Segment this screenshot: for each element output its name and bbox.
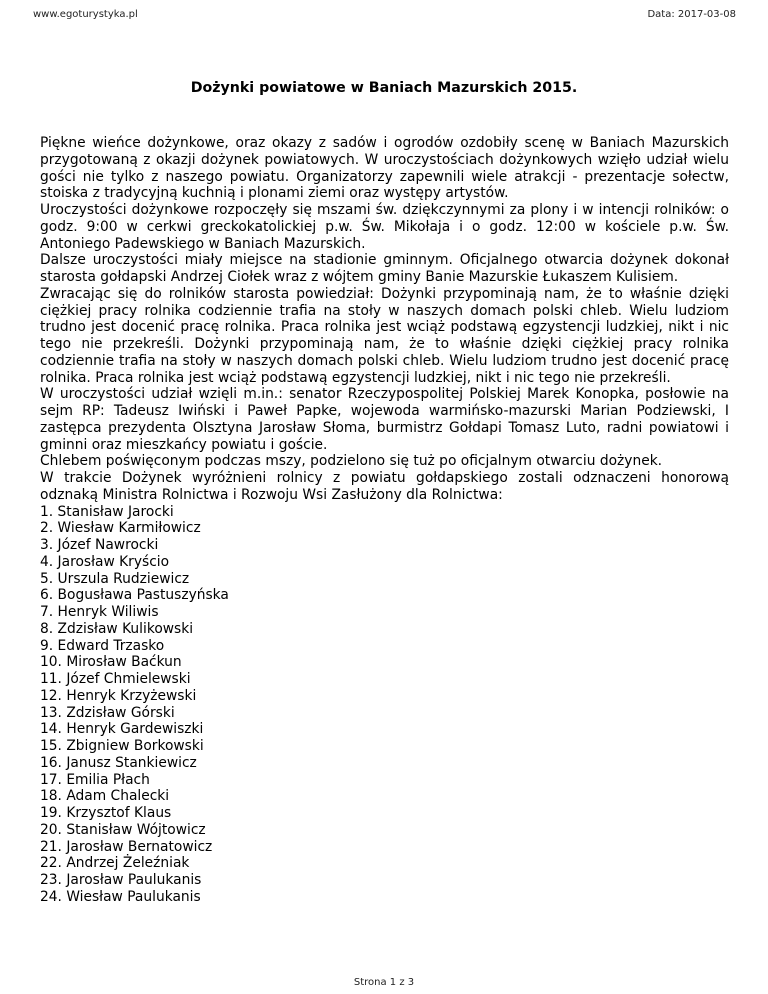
list-item: 22. Andrzej Żeleźniak: [40, 855, 190, 872]
paragraph-intro: Piękne wieńce dożynkowe, oraz okazy z sadów i ogrodów ozdobiły scenę w Baniach Mazurskich przygotowaną z okazji dożynek powiatowych. W uroczystościach dożynkowych wzięło udział wielu gości nie tylko z naszego powiatu. Organizatorzy zapewnili wiele atrakcji - prezentacje sołectw, stoiska z tradycyjną kuchnią i plonami ziemi oraz występy artystów.: [40, 135, 729, 202]
paragraph-opening: Dalsze uroczystości miały miejsce na stadionie gminnym. Oficjalnego otwarcia dożynek dokonał starosta gołdapski Andrzej Ciołek wraz z wójtem gminy Banie Mazurskie Łukaszem Kulisiem.: [40, 252, 729, 285]
header-date: Data: 2017-03-08: [647, 9, 736, 20]
list-item: 9. Edward Trzasko: [40, 637, 165, 654]
list-item: 23. Jarosław Paulukanis: [40, 872, 202, 888]
list-item: 8. Zdzisław Kulikowski: [40, 620, 194, 637]
list-item: 15. Zbigniew Borkowski: [40, 738, 204, 754]
list-item: 17. Emilia Płach: [40, 771, 150, 788]
list-item: 2. Wiesław Karmiłowicz: [40, 520, 201, 537]
list-item: 7. Henryk Wiliwis: [40, 604, 159, 620]
list-item: 19. Krzysztof Klaus: [40, 805, 172, 821]
list-item: 5. Urszula Rudziewicz: [40, 570, 190, 587]
list-item: 12. Henryk Krzyżewski: [40, 687, 197, 704]
paragraph-speech: Zwracając się do rolników starosta powiedział: Dożynki przypominają nam, że to właśnie dzięki ciężkiej pracy rolnika codziennie trafia na stoły w naszych domach polski chleb. Wielu ludziom trudno jest docenić pracę rolnika. Praca rolnika jest wciąż podstawą egzystencji ludzkiej, nikt i nic tego nie przekreśli. Dożynki przypominają nam, że to właśnie dzięki ciężkiej pracy rolnika codziennie trafia na stoły w naszych domach polski chleb. Wielu ludziom trudno jest docenić pracę rolnika. Praca rolnika jest wciąż podstawą egzystencji ludzkiej, nikt i nic tego nie przekreśli.: [40, 285, 729, 386]
article-body: [40, 135, 729, 906]
list-item: 6. Bogusława Pastuszyńska: [40, 587, 229, 604]
list-item: 11. Józef Chmielewski: [40, 671, 191, 687]
paragraph-masses: Uroczystości dożynkowe rozpoczęły się mszami św. dziękczynnymi za plony i w intencji rolników: o godz. 9:00 w cerkwi greckokatolickiej p.w. Św. Mikołaja i o godz. 12:00 w kościele p.w. Św. Antoniego Padewskiego w Baniach Mazurskich.: [40, 202, 729, 252]
list-item: 4. Jarosław Kryścio: [40, 553, 170, 570]
list-item: 10. Mirosław Baćkun: [40, 654, 182, 671]
list-item: 14. Henryk Gardewiszki: [40, 721, 204, 738]
list-item: 20. Stanisław Wójtowicz: [40, 821, 206, 838]
list-item: 3. Józef Nawrocki: [40, 537, 159, 553]
list-item: 21. Jarosław Bernatowicz: [40, 838, 213, 855]
list-item: 13. Zdzisław Górski: [40, 704, 175, 721]
honorees-list: [40, 504, 729, 906]
page-title: Dożynki powiatowe w Baniach Mazurskich 2015.: [190, 80, 578, 96]
list-item: 24. Wiesław Paulukanis: [40, 888, 201, 905]
list-item: 16. Janusz Stankiewicz: [40, 754, 197, 771]
paragraph-awards: W trakcie Dożynek wyróżnieni rolnicy z powiatu gołdapskiego zostali odznaczeni honorową odznaką Ministra Rolnictwa i Rozwoju Wsi Zasłużony dla Rolnictwa:: [40, 470, 729, 503]
paragraph-bread: Chlebem poświęconym podczas mszy, podzielono się tuż po oficjalnym otwarciu dożynek.: [40, 453, 663, 470]
page-footer: Strona 1 z 3: [353, 977, 415, 988]
paragraph-guests: W uroczystości udział wzięli m.in.: senator Rzeczypospolitej Polskiej Marek Konopka, posłowie na sejm RP: Tadeusz Iwiński i Paweł Papke, wojewoda warmińsko-mazurski Marian Podziewski, I zastępca prezydenta Olsztyna Jarosław Słoma, burmistrz Gołdapi Tomasz Luto, radni powiatowi i gminni oraz mieszkańcy powiatu i goście.: [40, 386, 729, 453]
list-item: 18. Adam Chalecki: [40, 788, 170, 805]
list-item: 1. Stanisław Jarocki: [40, 503, 174, 520]
header-site-url: www.egoturystyka.pl: [33, 9, 138, 20]
